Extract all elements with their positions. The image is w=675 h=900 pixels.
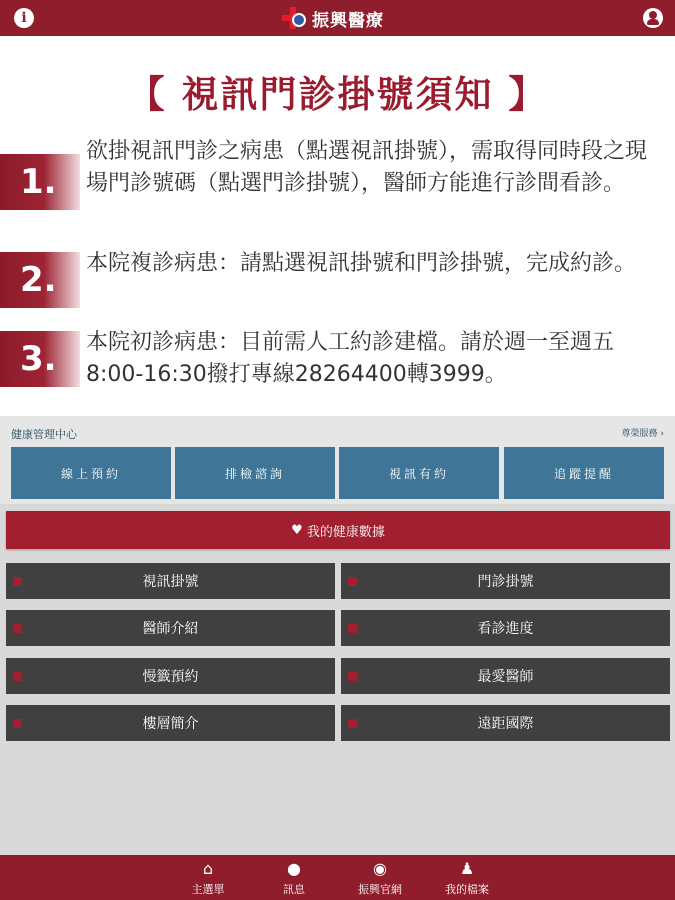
bullet-icon (13, 577, 22, 586)
tab-main-menu[interactable]: ⌂ 主選單 (173, 859, 243, 899)
bullet-icon (348, 719, 357, 728)
user-icon[interactable] (643, 8, 663, 28)
online-booking-button[interactable]: 線上預約 (11, 447, 171, 499)
bullet-icon (13, 719, 22, 728)
tab-official-site[interactable]: ◉ 振興官網 (345, 859, 415, 899)
bullet-icon (13, 624, 22, 633)
tab-my-profile[interactable]: ♟ 我的檔案 (432, 859, 502, 899)
exam-consult-button[interactable]: 排檢諮詢 (175, 447, 335, 499)
menu-clinic-registration[interactable]: 門診掛號 (341, 563, 670, 599)
my-health-data-button[interactable] (6, 511, 670, 549)
step-number-badge: 1. (0, 154, 80, 210)
top-bar (0, 0, 675, 36)
step-number-badge: 3. (0, 331, 80, 387)
info-icon[interactable]: i (14, 8, 34, 28)
home-icon: ⌂ (202, 859, 214, 878)
notice-panel (0, 36, 675, 416)
health-center-label: 健康管理中心 (11, 428, 77, 441)
my-health-data-label: 我的健康數據 (306, 524, 385, 540)
health-center-panel (0, 416, 675, 504)
bottom-tab-bar (0, 855, 675, 900)
step-text: 欲掛視訊門診之病患（點選視訊掛號），需取得同時段之現場門診號碼（點選門診掛號），醫師方能進行診間看診。 (86, 139, 648, 196)
bullet-icon (348, 672, 357, 681)
step-number-badge: 2. (0, 252, 80, 308)
tab-messages[interactable]: ● 訊息 (259, 859, 329, 899)
chat-icon: ● (287, 859, 301, 878)
heart-icon: ♥ (291, 522, 303, 538)
globe-icon: ◉ (373, 859, 387, 878)
menu-favorite-doctors[interactable]: 最愛醫師 (341, 658, 670, 694)
menu-visit-progress[interactable]: 看診進度 (341, 610, 670, 646)
premium-service-link[interactable]: 尊榮服務 › (621, 429, 664, 439)
follow-up-reminder-button[interactable]: 追蹤提醒 (504, 447, 664, 499)
menu-doctor-intro[interactable]: 醫師介紹 (6, 610, 335, 646)
step-text: 本院初診病患：目前需人工約診建檔。請於週一至週五8:00-16:30撥打專線28264400轉3999。 (86, 330, 615, 387)
video-appointment-button[interactable]: 視訊有約 (339, 447, 499, 499)
menu-video-registration[interactable]: 視訊掛號 (6, 563, 335, 599)
hospital-logo-icon (282, 5, 308, 31)
bullet-icon (13, 672, 22, 681)
bullet-icon (348, 577, 357, 586)
menu-telemedicine[interactable]: 遠距國際 (341, 705, 670, 741)
app-title: 振興醫療 (312, 10, 384, 31)
menu-chronic-prescription[interactable]: 慢籤預約 (6, 658, 335, 694)
bullet-icon (348, 624, 357, 633)
step-text: 本院複診病患：請點選視訊掛號和門診掛號，完成約診。 (86, 251, 637, 276)
notice-title: 【 視訊門診掛號須知 】 (127, 73, 548, 116)
brand (282, 4, 384, 32)
profile-icon: ♟ (459, 859, 475, 878)
menu-floor-guide[interactable]: 樓層簡介 (6, 705, 335, 741)
